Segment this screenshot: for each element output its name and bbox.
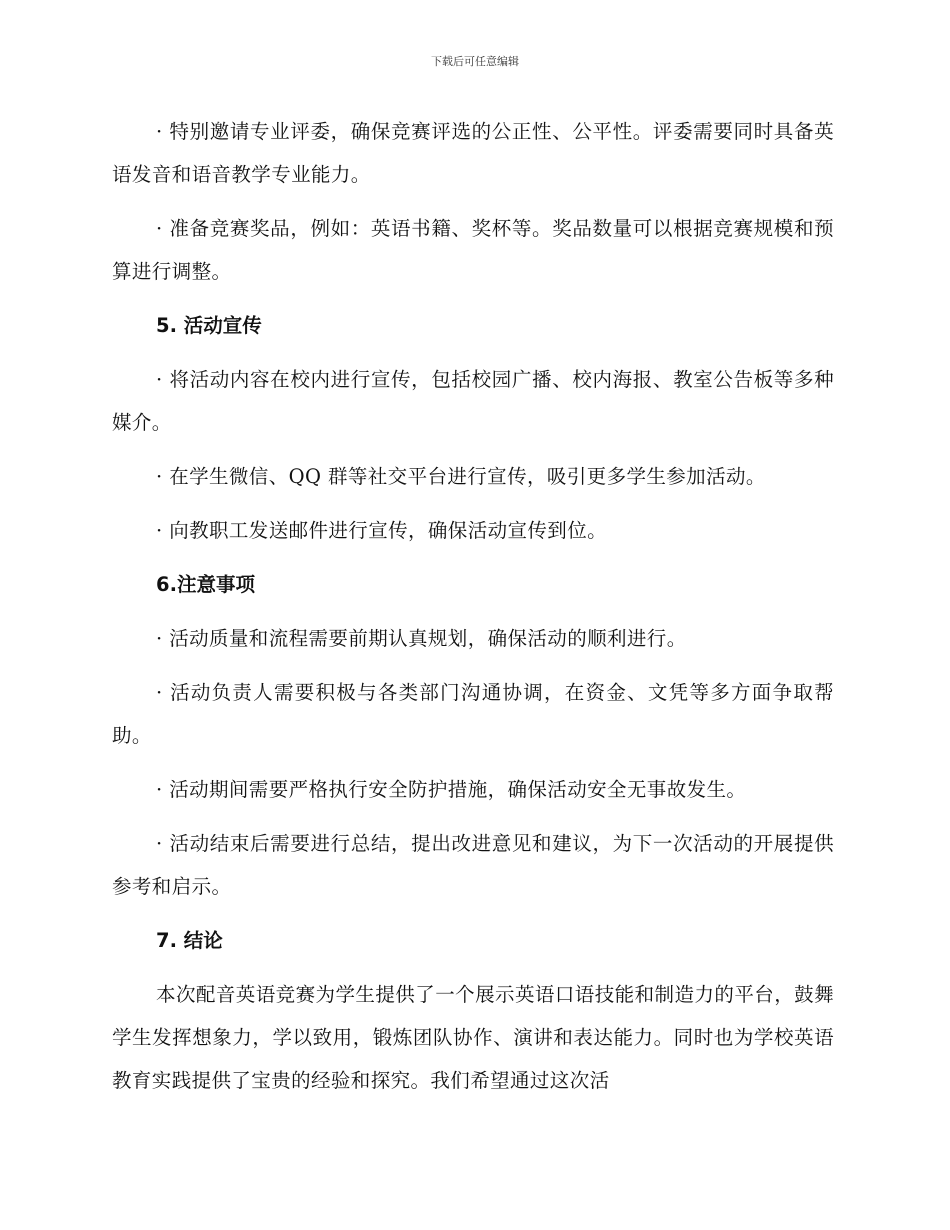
bullet-paragraph: · 特别邀请专业评委，确保竞赛评选的公正性、公平性。评委需要同时具备英语发音和语音教学专业能力。 <box>112 120 834 186</box>
section-heading: 5. 活动宣传 <box>156 314 262 337</box>
page-header: 下载后可任意编辑 <box>431 55 519 68</box>
bullet-paragraph: · 准备竞赛奖品，例如：英语书籍、奖杯等。奖品数量可以根据竞赛规模和预算进行调整。 <box>112 217 834 283</box>
bullet-paragraph: · 活动质量和流程需要前期认真规划，确保活动的顺利进行。 <box>156 627 687 650</box>
bullet-paragraph: · 将活动内容在校内进行宣传，包括校园广播、校内海报、教室公告板等多种媒介。 <box>112 368 834 434</box>
conclusion-paragraph: 本次配音英语竞赛为学生提供了一个展示英语口语技能和制造力的平台，鼓舞学生发挥想象力，学以致用，锻炼团队协作、演讲和表达能力。同时也为学校英语教育实践提供了宝贵的经验和探究。我们希望通过这次活 <box>112 983 834 1092</box>
bullet-paragraph: · 向教职工发送邮件进行宣传，确保活动宣传到位。 <box>156 519 607 542</box>
bullet-paragraph: · 在学生微信、QQ 群等社交平台进行宣传，吸引更多学生参加活动。 <box>156 465 766 488</box>
section-heading: 6.注意事项 <box>156 573 255 596</box>
section-heading: 7. 结论 <box>156 929 223 952</box>
bullet-paragraph: · 活动期间需要严格执行安全防护措施，确保活动安全无事故发生。 <box>156 778 747 801</box>
bullet-paragraph: · 活动结束后需要进行总结，提出改进意见和建议，为下一次活动的开展提供参考和启示。 <box>112 832 834 898</box>
bullet-paragraph: · 活动负责人需要积极与各类部门沟通协调，在资金、文凭等多方面争取帮助。 <box>112 681 834 747</box>
document-body <box>112 110 834 1113</box>
